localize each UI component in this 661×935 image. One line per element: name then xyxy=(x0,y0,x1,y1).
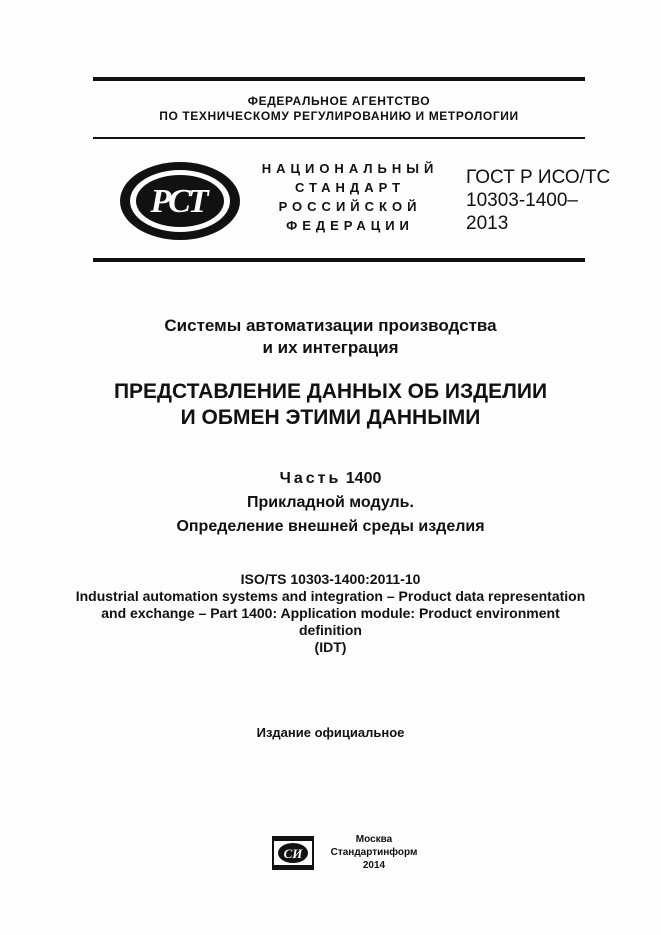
series-title xyxy=(40,315,621,359)
agency-line-2: ПО ТЕХНИЧЕСКОМУ РЕГУЛИРОВАНИЮ И МЕТРОЛОГИИ xyxy=(159,109,519,123)
publisher-name: Стандартинформ xyxy=(330,847,418,858)
series-line-2: и их интеграция xyxy=(262,338,399,357)
national-standard-block xyxy=(250,159,450,235)
iso-line-5: (IDT) xyxy=(314,639,347,655)
part-line-2: Прикладной модуль. xyxy=(247,494,414,511)
standartinform-logo-text: СИ xyxy=(283,846,303,861)
edition-label: Издание официальное xyxy=(256,725,405,740)
main-title-line-2: И ОБМЕН ЭТИМИ ДАННЫМИ xyxy=(180,406,481,429)
publisher-block xyxy=(326,833,422,872)
iso-line-2: Industrial automation systems and integration – Product data representation xyxy=(75,588,586,604)
part-heading xyxy=(40,467,621,491)
standartinform-logo-icon xyxy=(272,836,314,870)
top-rule xyxy=(93,77,585,81)
main-title-line-1: ПРЕДСТАВЛЕНИЕ ДАННЫХ ОБ ИЗДЕЛИИ xyxy=(113,380,548,403)
rst-logo-icon xyxy=(118,160,242,242)
rst-logo-text: РСТ xyxy=(150,183,206,220)
part-line-3: Определение внешней среды изделия xyxy=(176,518,485,535)
part-number: 1400 xyxy=(345,470,382,487)
iso-line-3: and exchange – Part 1400: Application module: Product environment xyxy=(101,605,560,621)
agency-rule xyxy=(93,137,585,139)
national-standard-line-4: ФЕДЕРАЦИИ xyxy=(286,218,414,233)
part-label: Часть xyxy=(279,470,342,487)
iso-reference xyxy=(40,571,621,656)
designation-line-2: 10303-1400– xyxy=(466,190,578,211)
publisher-city: Москва xyxy=(355,834,393,845)
standard-designation xyxy=(466,166,636,235)
header-bottom-rule xyxy=(93,258,585,262)
national-standard-line-2: СТАНДАРТ xyxy=(294,180,406,195)
publisher-year: 2014 xyxy=(362,860,386,871)
series-line-1: Системы автоматизации производства xyxy=(164,316,497,335)
designation-line-1: ГОСТ Р ИСО/ТС xyxy=(466,167,611,188)
national-standard-line-1: НАЦИОНАЛЬНЫЙ xyxy=(261,161,439,176)
iso-line-4: definition xyxy=(299,622,362,638)
designation-line-3: 2013 xyxy=(466,213,509,234)
agency-line-1: ФЕДЕРАЛЬНОЕ АГЕНТСТВО xyxy=(247,94,431,108)
part-title xyxy=(40,467,621,539)
national-standard-line-3: РОССИЙСКОЙ xyxy=(278,199,422,214)
iso-line-1: ISO/TS 10303-1400:2011-10 xyxy=(240,571,421,587)
main-title xyxy=(40,379,621,431)
agency-block xyxy=(93,94,585,124)
